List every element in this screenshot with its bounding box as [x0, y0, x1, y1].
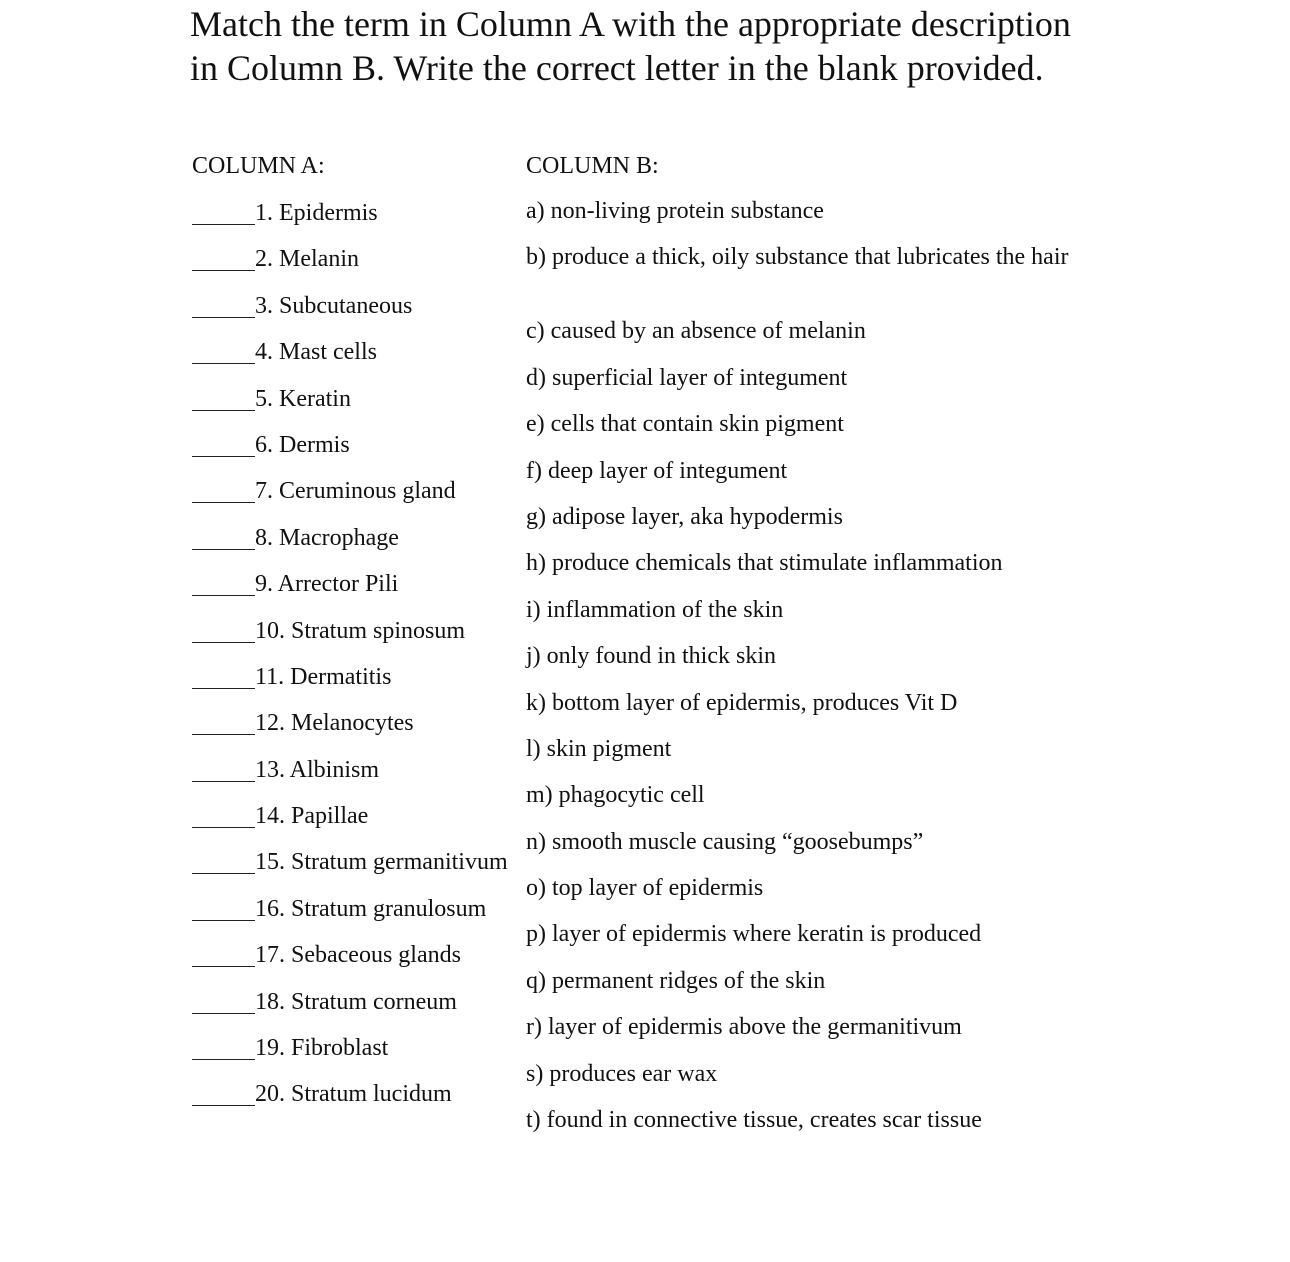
term-row — [192, 939, 532, 985]
term-row — [192, 243, 532, 289]
term-row — [192, 429, 532, 475]
term-label: 20. Stratum lucidum — [255, 1081, 452, 1108]
term-row — [192, 846, 532, 892]
term-row — [192, 800, 532, 846]
term-row — [192, 615, 532, 661]
answer-blank[interactable] — [192, 846, 255, 874]
term-row — [192, 986, 532, 1032]
answer-blank[interactable] — [192, 754, 255, 782]
term-label: 2. Melanin — [255, 246, 359, 273]
term-label: 6. Dermis — [255, 431, 350, 458]
description-item: a) non-living protein substance — [526, 198, 824, 224]
answer-blank[interactable] — [192, 243, 255, 271]
term-label: 3. Subcutaneous — [255, 292, 413, 319]
description-item: q) permanent ridges of the skin — [526, 967, 826, 994]
column-a-list — [192, 197, 532, 1125]
term-label: 8. Macrophage — [255, 524, 399, 551]
answer-blank[interactable] — [192, 986, 255, 1014]
description-item: r) layer of epidermis above the germanitivum — [526, 1014, 962, 1041]
term-row — [192, 383, 532, 429]
term-row — [192, 707, 532, 753]
answer-blank[interactable] — [192, 568, 255, 596]
instructions: Match the term in Column A with the appropriate description in Column B. Write the correct letter in the blank provided. — [190, 4, 1071, 88]
term-label: 14. Papillae — [255, 803, 369, 830]
term-row — [192, 1032, 532, 1078]
description-item: s) produces ear wax — [526, 1060, 718, 1087]
term-label: 15. Stratum germanitivum — [255, 849, 508, 876]
answer-blank[interactable] — [192, 615, 255, 643]
answer-blank[interactable] — [192, 661, 255, 689]
term-row — [192, 197, 532, 243]
description-item: j) only found in thick skin — [526, 643, 776, 670]
term-label: 4. Mast cells — [255, 339, 377, 366]
term-label: 17. Sebaceous glands — [255, 942, 461, 969]
answer-blank[interactable] — [192, 475, 255, 503]
description-item: n) smooth muscle causing “goosebumps” — [526, 828, 924, 855]
description-item: d) superficial layer of integument — [526, 364, 848, 391]
answer-blank[interactable] — [192, 522, 255, 550]
description-item: c) caused by an absence of melanin — [526, 318, 866, 345]
term-row — [192, 893, 532, 939]
description-item: l) skin pigment — [526, 735, 672, 762]
term-label: 13. Albinism — [255, 756, 380, 783]
answer-blank[interactable] — [192, 893, 255, 921]
term-label: 10. Stratum spinosum — [255, 617, 466, 644]
term-label: 9. Arrector Pili — [255, 571, 399, 598]
description-item: p) layer of epidermis where keratin is produced — [526, 921, 982, 948]
term-row — [192, 290, 532, 336]
description-item: i) inflammation of the skin — [526, 596, 784, 623]
term-row — [192, 475, 532, 521]
description-item: b) produce a thick, oily substance that lubricates the hair — [526, 244, 1069, 271]
description-item: h) produce chemicals that stimulate inflammation — [526, 550, 1003, 577]
description-item: e) cells that contain skin pigment — [526, 411, 844, 438]
description-item: o) top layer of epidermis — [526, 875, 764, 902]
answer-blank[interactable] — [192, 939, 255, 967]
term-label: 7. Ceruminous gland — [255, 478, 456, 505]
term-label: 11. Dermatitis — [255, 663, 392, 690]
answer-blank[interactable] — [192, 197, 255, 225]
description-item: k) bottom layer of epidermis, produces Vit D — [526, 689, 958, 716]
answer-blank[interactable] — [192, 429, 255, 457]
description-item: g) adipose layer, aka hypodermis — [526, 503, 843, 530]
column-a-header: COLUMN A: — [192, 153, 325, 179]
description-item: m) phagocytic cell — [526, 782, 705, 809]
column-b-list — [526, 197, 1086, 1152]
term-row — [192, 661, 532, 707]
term-row — [192, 336, 532, 382]
answer-blank[interactable] — [192, 1078, 255, 1106]
term-row — [192, 1078, 532, 1124]
answer-blank[interactable] — [192, 336, 255, 364]
answer-blank[interactable] — [192, 707, 255, 735]
answer-blank[interactable] — [192, 800, 255, 828]
term-label: 12. Melanocytes — [255, 710, 414, 737]
answer-blank[interactable] — [192, 383, 255, 411]
term-row — [192, 522, 532, 568]
term-label: 18. Stratum corneum — [255, 988, 457, 1015]
term-row — [192, 754, 532, 800]
answer-blank[interactable] — [192, 1032, 255, 1060]
description-item: t) found in connective tissue, creates scar tissue — [526, 1107, 982, 1134]
description-item: f) deep layer of integument — [526, 457, 788, 484]
answer-blank[interactable] — [192, 290, 255, 318]
term-label: 5. Keratin — [255, 385, 351, 412]
term-label: 1. Epidermis — [255, 200, 378, 226]
term-row — [192, 568, 532, 614]
term-label: 16. Stratum granulosum — [255, 895, 487, 922]
term-label: 19. Fibroblast — [255, 1035, 389, 1062]
column-b-header: COLUMN B: — [526, 153, 659, 179]
